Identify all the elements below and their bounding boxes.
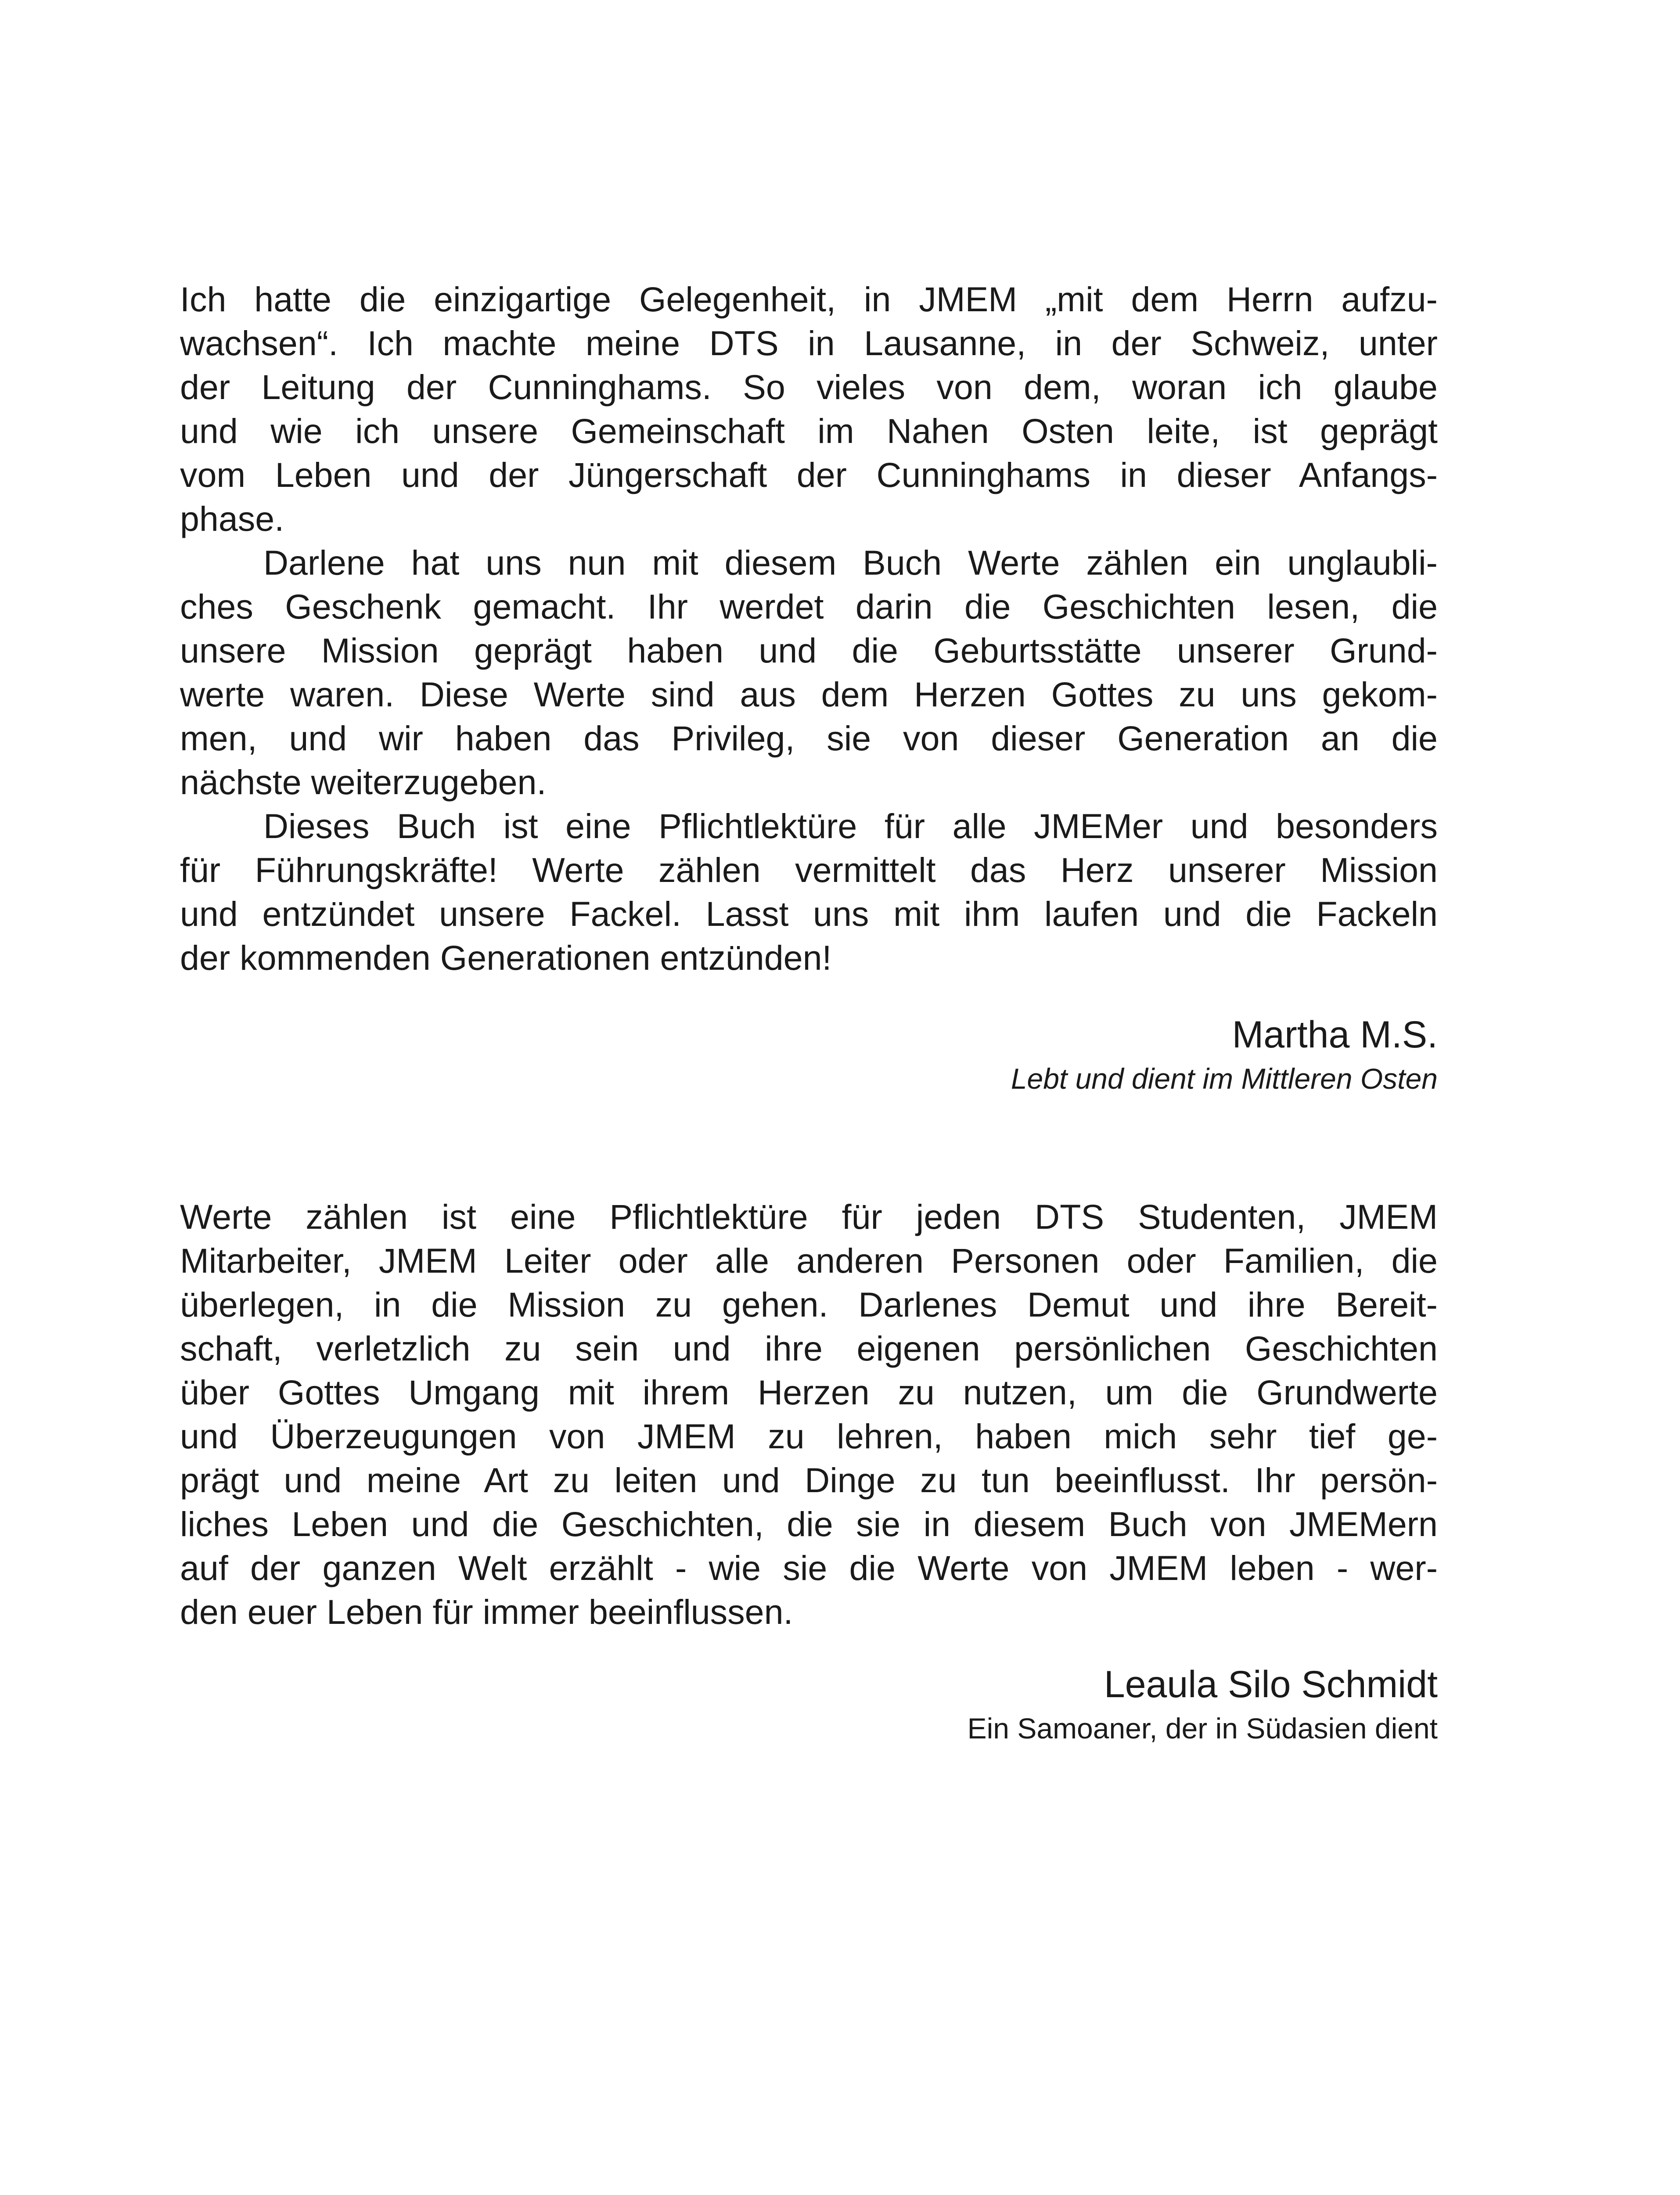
text-line: vom Leben und der Jüngerschaft der Cunninghams in dieser Anfangs- bbox=[180, 455, 1438, 494]
text-line: für Führungskräfte! Werte zählen vermittelt das Herz unserer Mission bbox=[180, 850, 1438, 889]
author-role: Ein Samoaner, der in Südasien dient bbox=[967, 1712, 1438, 1745]
text-line: und Überzeugungen von JMEM zu lehren, haben mich sehr tief ge- bbox=[180, 1417, 1438, 1456]
text-line: ches Geschenk gemacht. Ihr werdet darin die Geschichten lesen, die bbox=[180, 587, 1438, 626]
text-line: und entzündet unsere Fackel. Lasst uns mit ihm laufen und die Fackeln bbox=[180, 894, 1438, 933]
text-line: der Leitung der Cunninghams. So vieles von dem, woran ich glaube bbox=[180, 367, 1438, 407]
text-line: wachsen“. Ich machte meine DTS in Lausanne, in der Schweiz, unter bbox=[180, 324, 1438, 363]
testimonial-1-signature bbox=[1011, 1011, 1438, 1098]
text-line: den euer Leben für immer beeinflussen. bbox=[180, 1592, 793, 1631]
text-line: über Gottes Umgang mit ihrem Herzen zu nutzen, um die Grundwerte bbox=[180, 1373, 1438, 1412]
author-role: Lebt und dient im Mittleren Osten bbox=[1011, 1062, 1438, 1095]
text-line: Ich hatte die einzigartige Gelegenheit, in JMEM „mit dem Herrn aufzu- bbox=[180, 280, 1438, 319]
text-line: der kommenden Generationen entzünden! bbox=[180, 938, 832, 977]
author-name: Martha M.S. bbox=[1232, 1014, 1438, 1056]
text-line: und wie ich unsere Gemeinschaft im Nahen Osten leite, ist geprägt bbox=[180, 411, 1438, 450]
text-line: Darlene hat uns nun mit diesem Buch Werte zählen ein unglaubli- bbox=[263, 543, 1438, 582]
text-line: Werte zählen ist eine Pflichtlektüre für jeden DTS Studenten, JMEM bbox=[180, 1197, 1438, 1236]
text-line: auf der ganzen Welt erzählt - wie sie die Werte von JMEM leben - wer- bbox=[180, 1548, 1438, 1587]
text-line: Mitarbeiter, JMEM Leiter oder alle anderen Personen oder Familien, die bbox=[180, 1241, 1438, 1280]
text-line: nächste weiterzugeben. bbox=[180, 763, 547, 802]
author-name: Leaula Silo Schmidt bbox=[1104, 1663, 1438, 1706]
text-line: unsere Mission geprägt haben und die Geburtsstätte unserer Grund- bbox=[180, 631, 1438, 670]
testimonial-2-text bbox=[180, 1195, 1438, 1634]
text-line: men, und wir haben das Privileg, sie von dieser Generation an die bbox=[180, 719, 1438, 758]
text-line: werte waren. Diese Werte sind aus dem Herzen Gottes zu uns gekom- bbox=[180, 675, 1438, 714]
testimonial-1-text bbox=[180, 277, 1438, 980]
text-line: prägt und meine Art zu leiten und Dinge zu tun beeinflusst. Ihr persön- bbox=[180, 1461, 1438, 1500]
testimonial-2-signature bbox=[968, 1660, 1438, 1748]
text-line: liches Leben und die Geschichten, die sie in diesem Buch von JMEMern bbox=[180, 1504, 1438, 1544]
text-line: überlegen, in die Mission zu gehen. Darlenes Demut und ihre Bereit- bbox=[180, 1285, 1438, 1324]
text-line: phase. bbox=[180, 499, 284, 538]
text-line: Dieses Buch ist eine Pflichtlektüre für alle JMEMer und besonders bbox=[263, 806, 1438, 846]
text-line: schaft, verletzlich zu sein und ihre eigenen persönlichen Geschichten bbox=[180, 1329, 1438, 1368]
